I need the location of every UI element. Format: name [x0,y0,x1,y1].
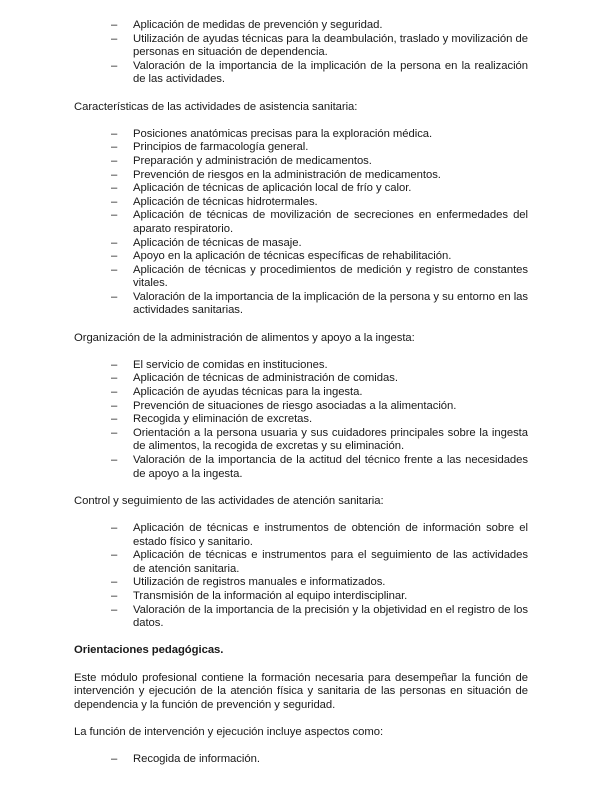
bullet-dash-icon: – [111,182,118,195]
list-item-text: Aplicación de ayudas técnicas para la ingesta. [133,386,363,399]
list-item-text: Valoración de la importancia de la precisión y la objetividad en el registro de los datos. [133,603,528,630]
list-item-text: El servicio de comidas en instituciones. [133,358,328,371]
bullet-dash-icon: – [111,372,118,385]
bullet-dash-icon: – [111,521,118,534]
list-item-text: Orientación a la persona usuaria y sus cuidadores principales sobre la ingesta de alimentos, la recogida de excretas y su eliminación. [133,426,528,453]
list-item [74,209,528,236]
bullet-dash-icon: – [111,413,118,426]
bullet-list [74,522,528,631]
list-item [74,359,528,373]
list-item [74,128,528,142]
section-paragraph: La función de intervención y ejecución incluye aspectos como: [74,725,384,738]
list-item-text: Valoración de la importancia de la implicación de la persona y su entorno en las actividades sanitarias. [133,290,528,317]
bullet-list [74,19,528,87]
list-item [74,237,528,251]
list-item-text: Valoración de la importancia de la actitud del técnico frente a las necesidades de apoyo a la ingesta. [133,454,528,480]
list-item-text: Aplicación de técnicas de masaje. [133,236,302,249]
bullet-list [74,128,528,318]
list-item-text: Transmisión de la información al equipo interdisciplinar. [133,589,408,602]
list-item [74,522,528,549]
list-item-text: Aplicación de técnicas e instrumentos para el seguimiento de las actividades de atención sanitaria. [133,549,528,575]
list-item [74,33,528,60]
bullet-dash-icon: – [111,549,118,562]
bullet-dash-icon: – [111,603,118,616]
list-item [74,372,528,386]
list-item [74,264,528,291]
list-item [74,454,528,481]
list-item-text: Aplicación de técnicas de aplicación local de frío y calor. [133,182,412,195]
list-item [74,590,528,604]
list-item-text: Posiciones anatómicas precisas para la exploración médica. [133,127,433,140]
list-item-text: Aplicación de medidas de prevención y seguridad. [133,19,383,31]
bullet-dash-icon: – [111,426,118,439]
list-item [74,427,528,454]
section-paragraph: Características de las actividades de asistencia sanitaria: [74,100,358,113]
bullet-list [74,753,528,767]
list-item-text: Preparación y administración de medicamentos. [133,154,372,167]
section-paragraph: Este módulo profesional contiene la formación necesaria para desempeñar la función de intervención y ejecución de la atención física y sanitaria de las personas en situación de dependencia y la función de prevención y seguridad. [74,671,528,711]
list-item-text: Aplicación de técnicas de administración de comidas. [133,372,398,385]
list-item [74,400,528,414]
list-item [74,753,528,767]
bullet-dash-icon: – [111,386,118,399]
list-item [74,291,528,318]
list-item-text: Prevención de riesgos en la administración de medicamentos. [133,168,441,181]
bullet-dash-icon: – [111,290,118,303]
list-item [74,141,528,155]
bullet-dash-icon: – [111,399,118,412]
list-item [74,169,528,183]
list-item-text: Aplicación de técnicas de movilización de secreciones en enfermedades del aparato respiratorio. [133,209,528,235]
bullet-dash-icon: – [111,59,118,72]
list-item [74,155,528,169]
list-item [74,549,528,576]
section-heading-bold: Orientaciones pedagógicas. [74,644,224,657]
list-item-text: Aplicación de técnicas hidrotermales. [133,195,318,208]
bullet-dash-icon: – [111,589,118,602]
list-item-text: Recogida de información. [133,753,260,766]
list-item-text: Prevención de situaciones de riesgo asociadas a la alimentación. [133,399,457,412]
bullet-dash-icon: – [111,753,118,766]
list-item-text: Utilización de ayudas técnicas para la deambulación, traslado y movilización de personas en situación de dependencia. [133,32,528,59]
list-item [74,19,528,33]
bullet-dash-icon: – [111,454,118,466]
list-item [74,576,528,590]
list-item-text: Utilización de registros manuales e informatizados. [133,576,386,589]
bullet-dash-icon: – [111,209,118,222]
section-paragraph: Control y seguimiento de las actividades de atención sanitaria: [74,494,384,507]
bullet-dash-icon: – [111,358,118,371]
bullet-dash-icon: – [111,250,118,263]
list-item-text: Apoyo en la aplicación de técnicas específicas de rehabilitación. [133,250,452,263]
bullet-list [74,359,528,481]
list-item [74,182,528,196]
bullet-dash-icon: – [111,154,118,167]
bullet-dash-icon: – [111,576,118,589]
section-paragraph: Organización de la administración de alimentos y apoyo a la ingesta: [74,331,415,344]
bullet-dash-icon: – [111,32,118,45]
bullet-dash-icon: – [111,19,118,31]
list-item [74,604,528,631]
list-item-text: Recogida y eliminación de excretas. [133,413,313,426]
bullet-dash-icon: – [111,168,118,181]
list-item-text: Aplicación de técnicas y procedimientos de medición y registro de constantes vitales. [133,263,528,290]
bullet-dash-icon: – [111,236,118,249]
list-item-text: Principios de farmacología general. [133,141,309,154]
list-item-text: Valoración de la importancia de la implicación de la persona en la realización de las actividades. [133,59,528,86]
list-item [74,60,528,87]
list-item [74,386,528,400]
bullet-dash-icon: – [111,127,118,140]
list-item [74,413,528,427]
bullet-dash-icon: – [111,141,118,154]
list-item-text: Aplicación de técnicas e instrumentos de obtención de información sobre el estado físico y sanitario. [133,521,528,548]
bullet-dash-icon: – [111,195,118,208]
list-item [74,196,528,210]
bullet-dash-icon: – [111,263,118,276]
list-item [74,250,528,264]
